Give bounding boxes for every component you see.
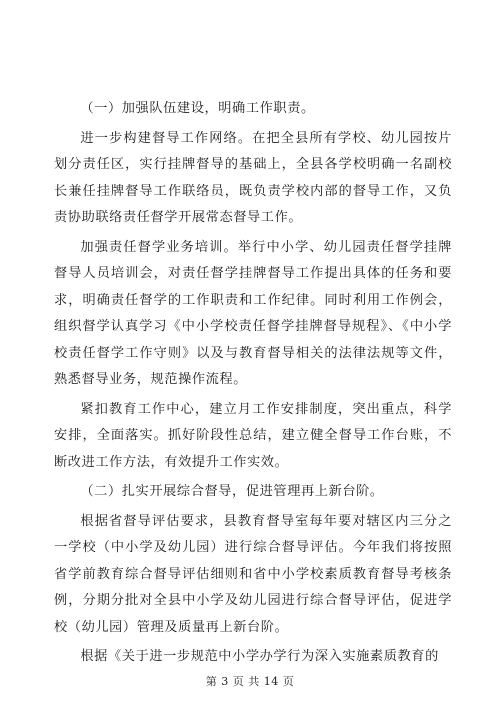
paragraph-evaluation: 根据省督导评估要求，县教育督导室每年要对辖区内三分之一学校（中小学及幼儿园）进行综合督导评估。今年我们将按照省学前教育综合督导评估细则和省中小学校素质教育督导考核条例，分期分批对全县中小学及幼儿园进行综合督导评估，促进学校（幼儿园）管理及质量再上新台阶。 — [54, 513, 452, 635]
body-text — [54, 96, 452, 674]
paragraph-supervision-network: 进一步构建督导工作网络。在把全县所有学校、幼儿园按片划分责任区，实行挂牌督导的基础上，全县各学校明确一名副校长兼任挂牌督导工作联络员，既负责学校内部的督导工作，又负责协助联络责任督学开展常态督导工作。 — [54, 130, 452, 225]
section-heading-2: （二）扎实开展综合督导，促进管理再上新台阶。 — [80, 484, 384, 499]
paragraph-training: 加强责任督学业务培训。举行中小学、幼儿园责任督学挂牌督导人员培训会，对责任督学挂牌督导工作提出具体的任务和要求，明确责任督学的工作职责和工作纪律。同时利用工作例会，组织督学认真学习《中小学校责任督学挂牌督导规程》、《中小学校责任督学工作守则》以及与教育督导相关的法律法规等文件，熟悉督导业务，规范操作流程。 — [54, 239, 452, 387]
section-heading-1: （一）加强队伍建设，明确工作职责。 — [80, 101, 315, 116]
page-footer: 第 3 页 共 14 页 — [205, 675, 295, 688]
paragraph-work-center: 紧扣教育工作中心，建立月工作安排制度，突出重点，科学安排，全面落实。抓好阶段性总结，建立健全督导工作台账，不断改进工作方法，有效提升工作实效。 — [54, 401, 452, 470]
paragraph-continued: 根据《关于进一步规范中小学办学行为深入实施素质教育的 — [80, 649, 439, 664]
